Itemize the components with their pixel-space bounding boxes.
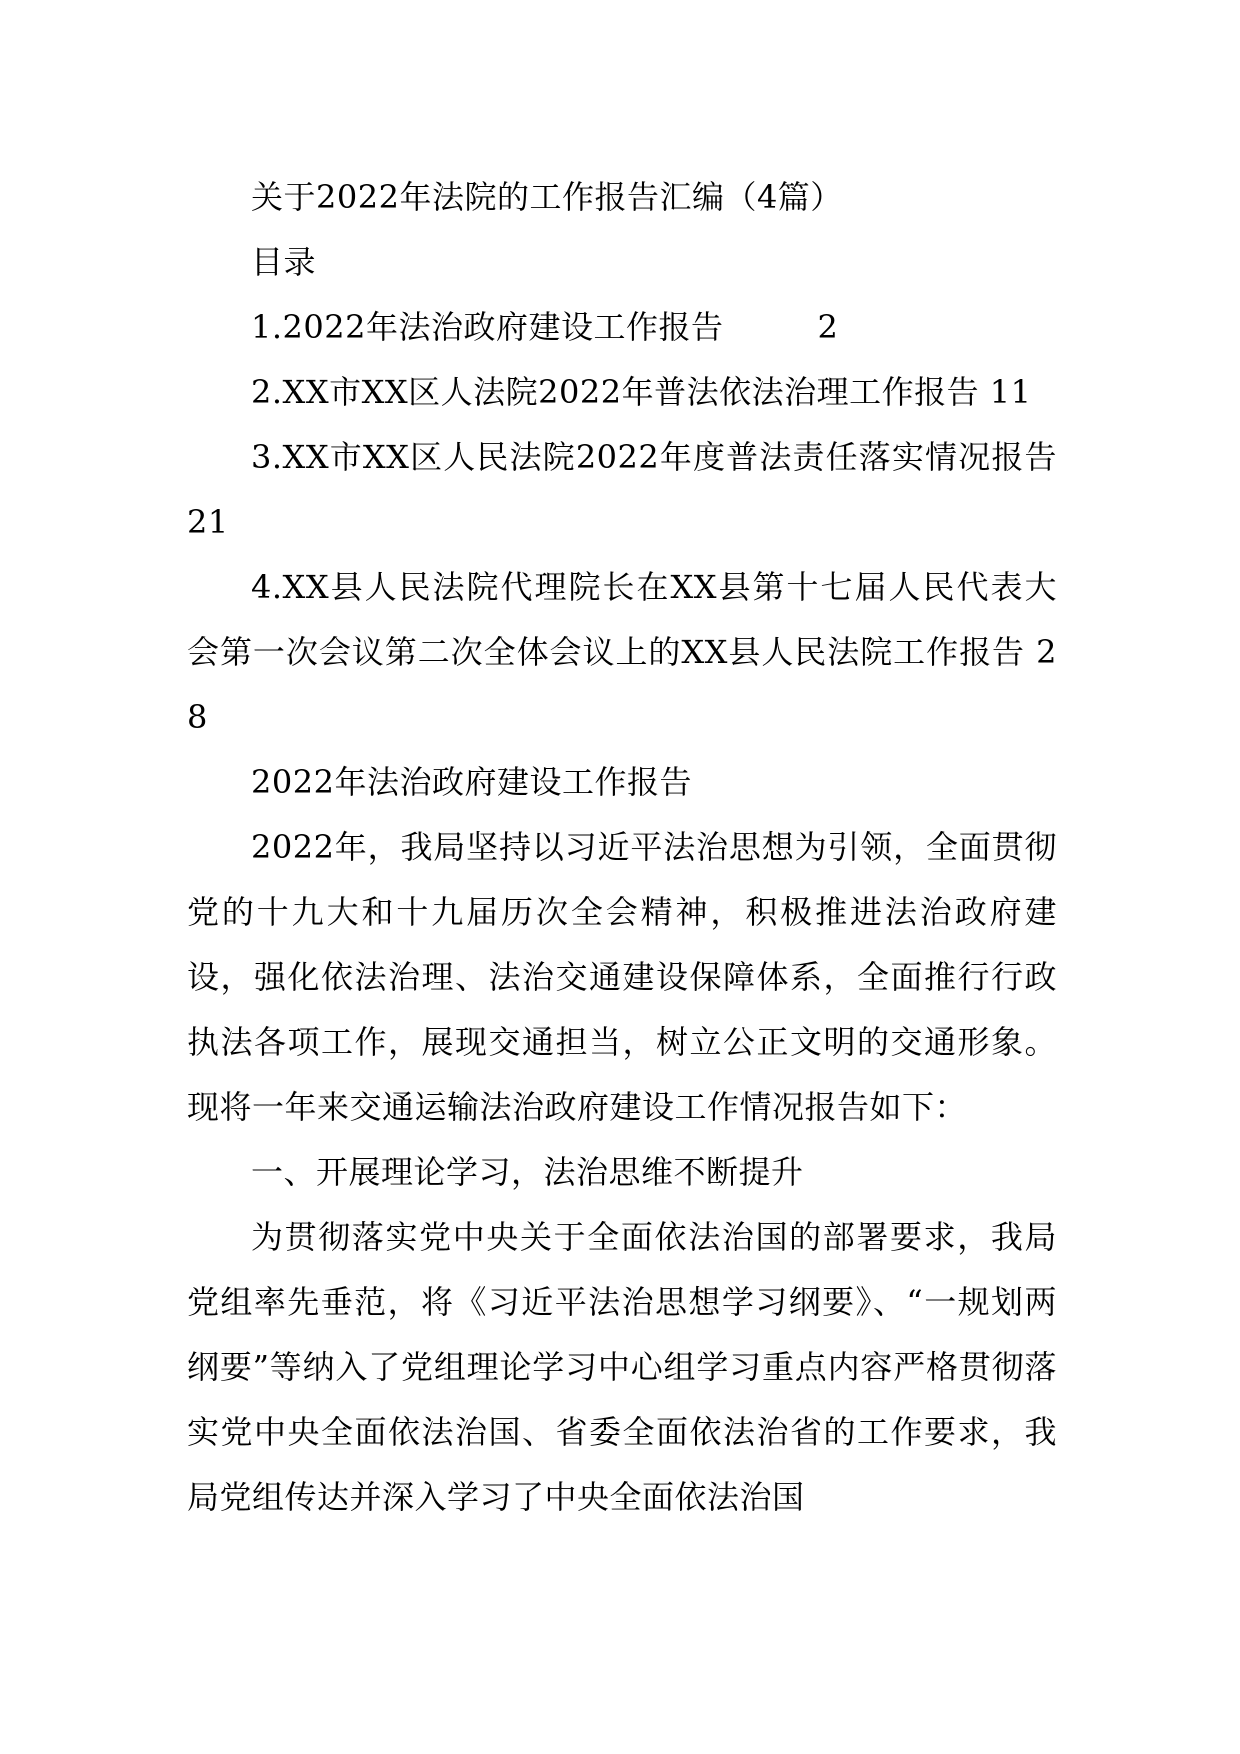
toc-entry-page: 28 bbox=[187, 633, 1057, 736]
toc-entry-text: 3.XX市XX区人民法院2022年度普法责任落实情况报告 bbox=[251, 438, 1057, 476]
toc-entry-page: 21 bbox=[187, 503, 229, 541]
toc-entry-page: 11 bbox=[989, 373, 1032, 411]
toc-entry-text: 4.XX县人民法院代理院长在XX县第十七届人民代表大会第一次会议第二次全体会议上的XX县人民法院工作报告 bbox=[187, 568, 1057, 671]
section-title: 2022年法治政府建设工作报告 bbox=[251, 763, 692, 801]
toc-entry-text: 2.XX市XX区人法院2022年普法依法治理工作报告 bbox=[251, 373, 980, 411]
section-heading: 一、开展理论学习，法治思维不断提升 bbox=[251, 1153, 804, 1191]
toc-entry-3[interactable] bbox=[187, 425, 1057, 555]
toc-heading: 目录 bbox=[251, 243, 317, 281]
toc-entry-page: 2 bbox=[817, 308, 839, 346]
toc-entry-1[interactable] bbox=[187, 295, 1057, 360]
document-body bbox=[187, 165, 1057, 1530]
body-paragraph: 2022年，我局坚持以习近平法治思想为引领，全面贯彻党的十九大和十九届历次全会精神，积极推进法治政府建设，强化依法治理、法治交通建设保障体系，全面推行行政执法各项工作，展现交通担当，树立公正文明的交通形象。现将一年来交通运输法治政府建设工作情况报告如下： bbox=[187, 828, 1057, 1126]
body-paragraph: 为贯彻落实党中央关于全面依法治国的部署要求，我局党组率先垂范，将《习近平法治思想学习纲要》、“一规划两纲要”等纳入了党组理论学习中心组学习重点内容严格贯彻落实党中央全面依法治国、省委全面依法治省的工作要求，我局党组传达并深入学习了中央全面依法治国 bbox=[187, 1218, 1057, 1516]
document-title: 关于2022年法院的工作报告汇编（4篇） bbox=[251, 178, 843, 216]
toc-entry-text: 1.2022年法治政府建设工作报告 bbox=[251, 308, 724, 346]
toc-entry-4[interactable] bbox=[187, 555, 1057, 750]
toc-entry-2[interactable] bbox=[187, 360, 1057, 425]
